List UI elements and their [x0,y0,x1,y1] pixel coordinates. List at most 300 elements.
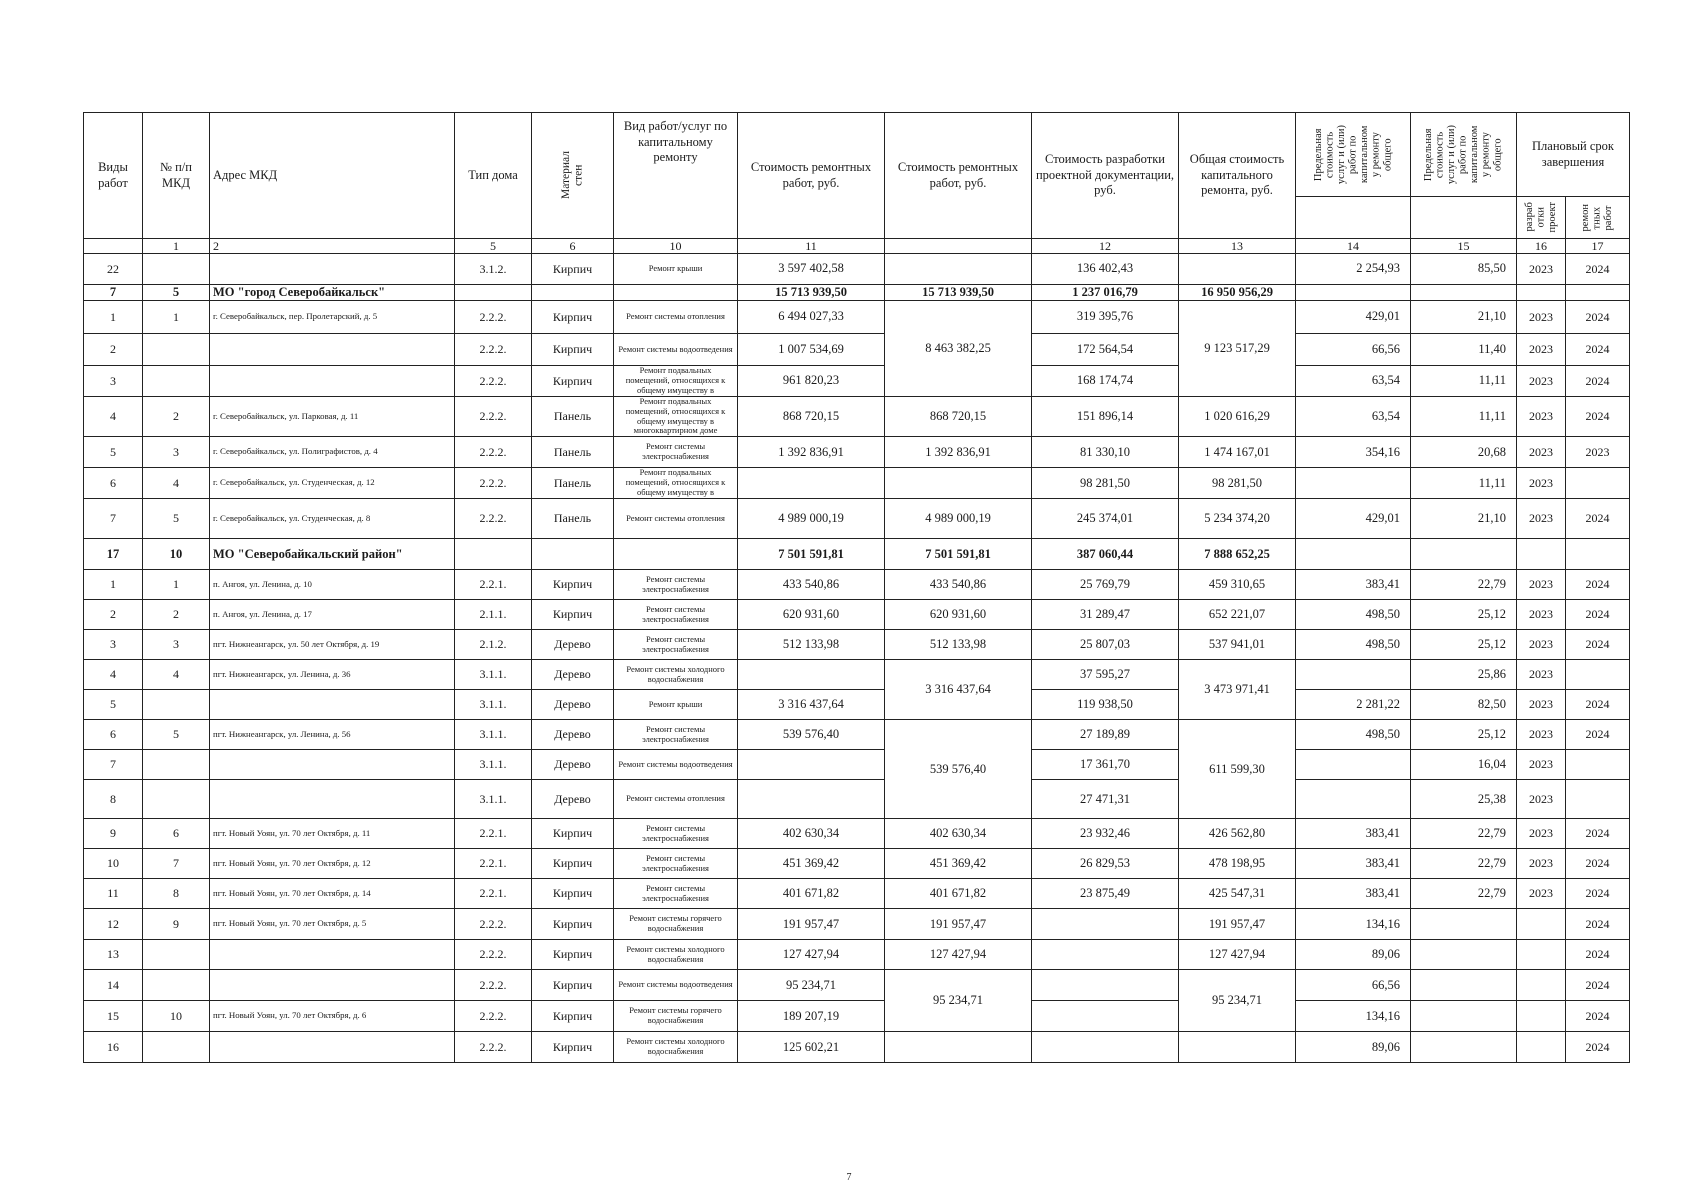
cell-address: пгт. Новый Уоян, ул. 70 лет Октября, д. 14 [210,879,455,909]
cell-deadline-design: 2023 [1517,819,1566,849]
cell-limit-cost-2: 16,04 [1411,750,1517,780]
cell-vid-raboty: 2 [84,600,143,630]
header-material-text: Материал стен [559,151,585,200]
cell-cost-design: 119 938,50 [1032,690,1179,720]
cell-vid-raboty: 7 [84,499,143,539]
cell-limit-cost-2 [1411,940,1517,970]
cell-vid-raboty: 9 [84,819,143,849]
cell-address: г. Северобайкальск, ул. Парковая, д. 11 [210,397,455,437]
cell-total-cost: 1 020 616,29 [1179,397,1296,437]
cell-limit-cost-1: 429,01 [1296,301,1411,334]
cell-total-cost: 478 198,95 [1179,849,1296,879]
cell-house-type: 3.1.1. [455,750,532,780]
cell-material [532,285,614,301]
cell-cost-works-total: 620 931,60 [885,600,1032,630]
cell-nomer-mkd: 10 [143,539,210,570]
table-row [84,366,1630,397]
cell-vid-raboty: 4 [84,660,143,690]
cell-work-type: Ремонт системы электроснабжения [614,819,738,849]
cell-nomer-mkd [143,334,210,366]
cell-limit-cost-2: 11,40 [1411,334,1517,366]
cell-cost-design: 245 374,01 [1032,499,1179,539]
cell-deadline-repair: 2024 [1566,630,1630,660]
cell-limit-cost-2 [1411,909,1517,940]
cell-limit-cost-2 [1411,539,1517,570]
cell-address: пгт. Новый Уоян, ул. 70 лет Октября, д. 12 [210,849,455,879]
cell-deadline-repair [1566,780,1630,819]
section-row [84,285,1630,301]
cell-vid-raboty: 5 [84,437,143,468]
cell-limit-cost-1 [1296,780,1411,819]
column-number: 2 [210,239,455,254]
cell-vid-raboty: 4 [84,397,143,437]
table-row [84,570,1630,600]
cell-cost-works: 95 234,71 [738,970,885,1001]
cell-house-type: 2.2.2. [455,1032,532,1063]
cell-cost-design: 168 174,74 [1032,366,1179,397]
cell-vid-raboty: 1 [84,570,143,600]
cell-cost-works: 1 392 836,91 [738,437,885,468]
cell-vid-raboty: 2 [84,334,143,366]
cell-cost-works-total: 4 989 000,19 [885,499,1032,539]
cell-cost-works-total: 433 540,86 [885,570,1032,600]
cell-nomer-mkd: 8 [143,879,210,909]
cell-limit-cost-1: 498,50 [1296,630,1411,660]
cell-address [210,940,455,970]
cell-work-type: Ремонт системы отопления [614,780,738,819]
cell-limit-cost-2: 22,79 [1411,849,1517,879]
column-number: 17 [1566,239,1630,254]
cell-house-type: 2.2.2. [455,301,532,334]
cell-limit-cost-2 [1411,285,1517,301]
cell-cost-design: 27 471,31 [1032,780,1179,819]
cell-deadline-repair: 2024 [1566,819,1630,849]
cell-cost-works: 6 494 027,33 [738,301,885,334]
cell-material: Кирпич [532,1032,614,1063]
cell-deadline-repair: 2024 [1566,909,1630,940]
cell-deadline-design: 2023 [1517,750,1566,780]
cell-deadline-design: 2023 [1517,254,1566,285]
cell-address: пгт. Новый Уоян, ул. 70 лет Октября, д. 11 [210,819,455,849]
cell-limit-cost-1: 383,41 [1296,570,1411,600]
cell-limit-cost-1: 66,56 [1296,970,1411,1001]
section-row [84,539,1630,570]
cell-cost-works [738,780,885,819]
cell-nomer-mkd [143,690,210,720]
table-row [84,499,1630,539]
cell-house-type: 3.1.1. [455,780,532,819]
cell-deadline-design: 2023 [1517,397,1566,437]
cell-deadline-repair [1566,285,1630,301]
cell-cost-works: 433 540,86 [738,570,885,600]
cell-work-type: Ремонт системы горячего водоснабжения [614,909,738,940]
cell-vid-raboty: 3 [84,630,143,660]
cell-limit-cost-1 [1296,660,1411,690]
cell-limit-cost-2: 85,50 [1411,254,1517,285]
cell-cost-works: 868 720,15 [738,397,885,437]
cell-vid-raboty: 15 [84,1001,143,1032]
cell-material: Дерево [532,630,614,660]
cell-deadline-design [1517,970,1566,1001]
table-row [84,750,1630,780]
cell-cost-works: 512 133,98 [738,630,885,660]
cell-cost-works [738,468,885,499]
cell-cost-works-total: 868 720,15 [885,397,1032,437]
cell-limit-cost-1: 89,06 [1296,1032,1411,1063]
cell-house-type: 2.2.2. [455,397,532,437]
table-row [84,334,1630,366]
cell-address: МО "город Северобайкальск" [210,285,455,301]
cell-cost-works-total: 1 392 836,91 [885,437,1032,468]
cell-cost-works: 402 630,34 [738,819,885,849]
table-row [84,397,1630,437]
cell-deadline-design: 2023 [1517,301,1566,334]
cell-cost-works-total: 95 234,71 [885,970,1032,1032]
cell-cost-works-total: 7 501 591,81 [885,539,1032,570]
header-total-cost: Общая стоимость капитального ремонта, руб. [1179,113,1296,239]
cell-vid-raboty: 10 [84,849,143,879]
cell-limit-cost-2: 82,50 [1411,690,1517,720]
cell-work-type: Ремонт системы водоотведения [614,750,738,780]
cell-deadline-design: 2023 [1517,690,1566,720]
cell-limit-cost-1: 63,54 [1296,397,1411,437]
cell-address: г. Северобайкальск, ул. Студенческая, д. 12 [210,468,455,499]
cell-cost-works-total [885,468,1032,499]
table-row [84,720,1630,750]
cell-cost-works-total: 127 427,94 [885,940,1032,970]
cell-house-type: 2.2.2. [455,468,532,499]
cell-limit-cost-2: 22,79 [1411,879,1517,909]
column-number: 10 [614,239,738,254]
header-row [84,113,1630,197]
cell-deadline-repair: 2024 [1566,366,1630,397]
cell-cost-works: 539 576,40 [738,720,885,750]
cell-limit-cost-2: 11,11 [1411,468,1517,499]
cell-limit-cost-1: 2 281,22 [1296,690,1411,720]
header-limit-cost-1-text: Предельная стоимость услуг и (или) работ по капитальном у ремонту общего [1312,124,1393,185]
cell-house-type: 3.1.1. [455,660,532,690]
cell-address: п. Ангоя, ул. Ленина, д. 17 [210,600,455,630]
cell-cost-design: 98 281,50 [1032,468,1179,499]
table-row [84,301,1630,334]
cell-material [532,539,614,570]
cell-cost-design: 172 564,54 [1032,334,1179,366]
cell-total-cost: 127 427,94 [1179,940,1296,970]
cell-cost-works-total: 451 369,42 [885,849,1032,879]
cell-deadline-design [1517,940,1566,970]
cell-vid-raboty: 13 [84,940,143,970]
cell-nomer-mkd [143,970,210,1001]
header-house-type: Тип дома [455,113,532,239]
cell-cost-design: 31 289,47 [1032,600,1179,630]
cell-vid-raboty: 5 [84,690,143,720]
cell-work-type: Ремонт системы отопления [614,499,738,539]
cell-deadline-design [1517,909,1566,940]
table-row [84,690,1630,720]
cell-total-cost: 9 123 517,29 [1179,301,1296,397]
cell-limit-cost-2: 20,68 [1411,437,1517,468]
column-number: 11 [738,239,885,254]
cell-limit-cost-2: 11,11 [1411,366,1517,397]
cell-work-type: Ремонт системы холодного водоснабжения [614,940,738,970]
cell-nomer-mkd [143,366,210,397]
cell-deadline-design: 2023 [1517,468,1566,499]
cell-cost-design: 151 896,14 [1032,397,1179,437]
cell-house-type: 3.1.1. [455,690,532,720]
cell-cost-design [1032,940,1179,970]
cell-house-type: 2.2.2. [455,437,532,468]
header-limit-cost-1 [1296,113,1411,197]
cell-work-type: Ремонт системы электроснабжения [614,849,738,879]
cell-cost-works: 3 316 437,64 [738,690,885,720]
cell-vid-raboty: 22 [84,254,143,285]
cell-cost-design: 23 932,46 [1032,819,1179,849]
cell-limit-cost-2: 22,79 [1411,570,1517,600]
cell-cost-works: 961 820,23 [738,366,885,397]
cell-work-type: Ремонт подвальных помещений, относящихся к общему имуществу в [614,468,738,499]
cell-cost-works: 4 989 000,19 [738,499,885,539]
cell-house-type: 2.2.1. [455,879,532,909]
cell-limit-cost-1 [1296,539,1411,570]
cell-address: п. Ангоя, ул. Ленина, д. 10 [210,570,455,600]
table-row [84,254,1630,285]
cell-cost-design: 27 189,89 [1032,720,1179,750]
cell-cost-works: 451 369,42 [738,849,885,879]
cell-material: Кирпич [532,334,614,366]
cell-vid-raboty: 7 [84,750,143,780]
cell-deadline-design: 2023 [1517,630,1566,660]
cell-cost-works: 189 207,19 [738,1001,885,1032]
header-address: Адрес МКД [210,113,455,239]
cell-limit-cost-1: 134,16 [1296,909,1411,940]
cell-cost-works: 125 602,21 [738,1032,885,1063]
cell-address: пгт. Новый Уоян, ул. 70 лет Октября, д. 6 [210,1001,455,1032]
header-sub-design-text: разраб отки проект [1523,202,1558,233]
cell-material: Кирпич [532,970,614,1001]
cell-vid-raboty: 14 [84,970,143,1001]
header-sub-empty-2 [1411,197,1517,239]
header-cost-design: Стоимость разработки проектной документации, руб. [1032,113,1179,239]
cell-nomer-mkd: 3 [143,630,210,660]
cell-material: Панель [532,397,614,437]
cell-work-type: Ремонт системы электроснабжения [614,570,738,600]
cell-limit-cost-1: 383,41 [1296,879,1411,909]
cell-limit-cost-2: 11,11 [1411,397,1517,437]
cell-limit-cost-2: 21,10 [1411,499,1517,539]
cell-material: Кирпич [532,879,614,909]
column-number: 13 [1179,239,1296,254]
cell-nomer-mkd [143,1032,210,1063]
cell-deadline-repair: 2024 [1566,1032,1630,1063]
header-cost-works-2: Стоимость ремонтных работ, руб. [885,113,1032,239]
cell-deadline-design: 2023 [1517,720,1566,750]
cell-cost-design: 319 395,76 [1032,301,1179,334]
table-row [84,970,1630,1001]
cell-cost-works-total: 8 463 382,25 [885,301,1032,397]
cell-deadline-repair: 2024 [1566,720,1630,750]
cell-limit-cost-1: 66,56 [1296,334,1411,366]
cell-vid-raboty: 7 [84,285,143,301]
cell-deadline-repair: 2024 [1566,600,1630,630]
cell-house-type: 2.1.1. [455,600,532,630]
cell-total-cost: 1 474 167,01 [1179,437,1296,468]
cell-limit-cost-2: 25,12 [1411,600,1517,630]
capital-repair-table [83,112,1630,1063]
cell-cost-works-total: 15 713 939,50 [885,285,1032,301]
header-work-type: Вид работ/услуг по капитальному ремонту [614,113,738,239]
cell-cost-design: 23 875,49 [1032,879,1179,909]
cell-total-cost: 5 234 374,20 [1179,499,1296,539]
cell-deadline-design: 2023 [1517,780,1566,819]
cell-cost-design: 81 330,10 [1032,437,1179,468]
cell-deadline-repair: 2024 [1566,499,1630,539]
cell-vid-raboty: 16 [84,1032,143,1063]
cell-house-type: 2.2.1. [455,570,532,600]
cell-nomer-mkd: 6 [143,819,210,849]
cell-deadline-design [1517,285,1566,301]
cell-cost-works: 191 957,47 [738,909,885,940]
cell-deadline-design: 2023 [1517,660,1566,690]
cell-vid-raboty: 11 [84,879,143,909]
cell-material: Дерево [532,750,614,780]
cell-nomer-mkd: 4 [143,660,210,690]
cell-house-type: 2.2.2. [455,334,532,366]
cell-nomer-mkd [143,780,210,819]
cell-cost-design: 25 769,79 [1032,570,1179,600]
cell-work-type: Ремонт системы электроснабжения [614,630,738,660]
cell-limit-cost-1 [1296,468,1411,499]
cell-deadline-design: 2023 [1517,849,1566,879]
cell-address: МО "Северобайкальский район" [210,539,455,570]
cell-material: Панель [532,468,614,499]
table-row [84,660,1630,690]
cell-deadline-repair: 2024 [1566,254,1630,285]
cell-material: Кирпич [532,909,614,940]
cell-limit-cost-1: 354,16 [1296,437,1411,468]
cell-work-type: Ремонт подвальных помещений, относящихся к общему имуществу в многоквартирном доме [614,397,738,437]
cell-deadline-repair: 2024 [1566,301,1630,334]
cell-material: Кирпич [532,1001,614,1032]
cell-cost-works: 401 671,82 [738,879,885,909]
cell-nomer-mkd [143,750,210,780]
cell-total-cost: 426 562,80 [1179,819,1296,849]
cell-deadline-repair [1566,750,1630,780]
cell-cost-works-total [885,1032,1032,1063]
cell-work-type [614,285,738,301]
cell-address [210,1032,455,1063]
cell-limit-cost-1: 498,50 [1296,720,1411,750]
cell-address [210,334,455,366]
cell-nomer-mkd: 1 [143,570,210,600]
column-number: 14 [1296,239,1411,254]
cell-limit-cost-2 [1411,970,1517,1001]
cell-total-cost: 537 941,01 [1179,630,1296,660]
cell-deadline-design [1517,539,1566,570]
cell-deadline-repair: 2024 [1566,1001,1630,1032]
cell-work-type: Ремонт системы электроснабжения [614,879,738,909]
cell-deadline-repair: 2024 [1566,397,1630,437]
cell-limit-cost-2: 25,38 [1411,780,1517,819]
cell-total-cost: 16 950 956,29 [1179,285,1296,301]
cell-limit-cost-1: 89,06 [1296,940,1411,970]
cell-deadline-repair: 2024 [1566,690,1630,720]
cell-address: г. Северобайкальск, ул. Студенческая, д. 8 [210,499,455,539]
cell-house-type: 2.1.2. [455,630,532,660]
cell-house-type: 2.2.2. [455,970,532,1001]
table-row [84,1032,1630,1063]
cell-deadline-design: 2023 [1517,334,1566,366]
cell-nomer-mkd: 1 [143,301,210,334]
cell-deadline-design: 2023 [1517,499,1566,539]
cell-total-cost: 425 547,31 [1179,879,1296,909]
cell-limit-cost-1: 134,16 [1296,1001,1411,1032]
cell-cost-works [738,750,885,780]
cell-work-type: Ремонт системы горячего водоснабжения [614,1001,738,1032]
cell-limit-cost-2 [1411,1032,1517,1063]
cell-material: Дерево [532,720,614,750]
cell-cost-design: 37 595,27 [1032,660,1179,690]
cell-house-type: 3.1.1. [455,720,532,750]
cell-nomer-mkd: 5 [143,285,210,301]
cell-work-type: Ремонт крыши [614,254,738,285]
cell-house-type: 2.2.1. [455,849,532,879]
cell-deadline-repair [1566,539,1630,570]
cell-house-type [455,285,532,301]
cell-cost-works: 7 501 591,81 [738,539,885,570]
cell-vid-raboty: 8 [84,780,143,819]
cell-house-type [455,539,532,570]
cell-total-cost: 3 473 971,41 [1179,660,1296,720]
cell-address: г. Северобайкальск, пер. Пролетарский, д. 5 [210,301,455,334]
cell-deadline-design: 2023 [1517,879,1566,909]
header-limit-cost-2 [1411,113,1517,197]
cell-nomer-mkd: 5 [143,720,210,750]
table-row [84,879,1630,909]
cell-address: пгт. Нижнеангарск, ул. 50 лет Октября, д. 19 [210,630,455,660]
cell-house-type: 2.2.2. [455,1001,532,1032]
cell-material: Панель [532,437,614,468]
header-nomer: № п/п МКД [143,113,210,239]
cell-total-cost: 191 957,47 [1179,909,1296,940]
cell-nomer-mkd: 9 [143,909,210,940]
cell-material: Кирпич [532,301,614,334]
cell-work-type: Ремонт крыши [614,690,738,720]
cell-vid-raboty: 17 [84,539,143,570]
cell-limit-cost-1: 498,50 [1296,600,1411,630]
cell-work-type: Ремонт системы холодного водоснабжения [614,1032,738,1063]
cell-limit-cost-1: 383,41 [1296,849,1411,879]
header-sub-repair [1566,197,1630,239]
cell-cost-design [1032,909,1179,940]
table-row [84,909,1630,940]
cell-total-cost: 459 310,65 [1179,570,1296,600]
cell-address [210,970,455,1001]
header-sub-empty-1 [1296,197,1411,239]
cell-cost-works-total: 402 630,34 [885,819,1032,849]
cell-cost-design [1032,1032,1179,1063]
column-number: 5 [455,239,532,254]
table-row [84,600,1630,630]
cell-nomer-mkd [143,254,210,285]
cell-cost-works: 620 931,60 [738,600,885,630]
cell-cost-works [738,660,885,690]
cell-material: Панель [532,499,614,539]
cell-deadline-repair [1566,660,1630,690]
cell-deadline-repair: 2024 [1566,879,1630,909]
cell-cost-design [1032,970,1179,1001]
cell-cost-design: 17 361,70 [1032,750,1179,780]
table-row [84,819,1630,849]
